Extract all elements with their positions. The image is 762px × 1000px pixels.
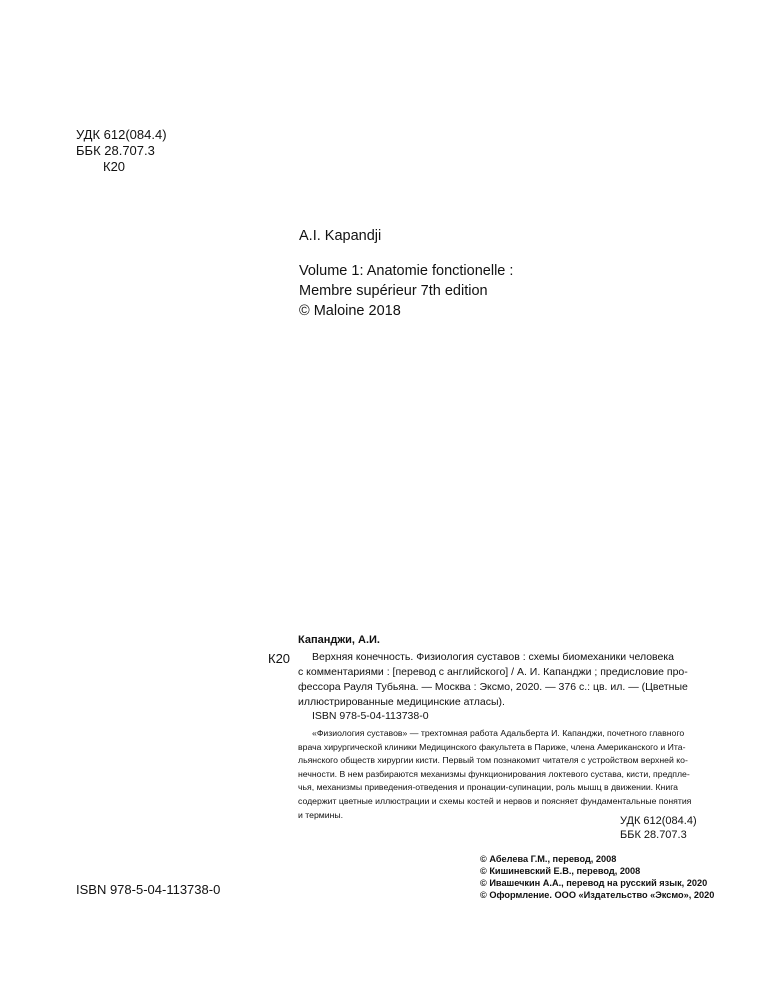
copyright-line: © Абелева Г.М., перевод, 2008 [480,854,617,864]
classification-block [76,127,167,175]
annotation-line: врача хирургической клиники Медицинского факультета в Париже, члена Американского и Ита- [298,741,686,752]
catalog-line: фессора Рауля Тубьяна. — Москва : Эксмо, 2020. — 376 с.: цв. ил. — (Цветные [298,681,688,693]
original-title-line: Membre supérieur 7th edition [299,283,488,299]
copyright-line: © Оформление. ООО «Издательство «Эксмо», 2020 [480,890,715,900]
original-title-line: Volume 1: Anatomie fonctionelle : [299,263,514,279]
annotation-line: льянского обществ хирургии кисти. Первый том познакомит читателя с устройством верхней ко- [298,755,688,766]
bottom-isbn: ISBN 978-5-04-113738-0 [76,882,221,897]
udk-code: УДК 612(084.4) [76,127,167,142]
author-mark: К20 [103,159,126,174]
copyright-line: © Ивашечкин А.А., перевод на русский язык, 2020 [480,878,708,888]
bbk-code: ББК 28.707.3 [76,143,155,158]
original-author: A.I. Kapandji [299,228,382,244]
catalog-description [298,650,688,710]
catalog-line: Верхняя конечность. Физиология суставов : схемы биомеханики человека [312,651,674,663]
catalog-bbk: ББК 28.707.3 [620,829,687,841]
annotation-line: и термины. [298,809,344,820]
copyright-list [480,853,714,901]
catalog-author-heading: Капанджи, А.И. [298,634,380,646]
original-copyright: © Maloine 2018 [299,303,401,319]
annotation-line: содержит цветные иллюстрации и схемы костей и нервов и поясняет фундаментальные понятия [298,795,692,806]
annotation-line: нечности. В нем разбираются механизмы функционирования локтевого сустава, кисти, предпле- [298,768,690,779]
original-edition-block [299,226,513,321]
annotation-line: «Физиология суставов» — трехтомная работа Адальберта И. Капанджи, почетного главного [312,728,685,738]
catalog-line: иллюстрированные медицинские атласы). [298,696,505,708]
copyright-line: © Кишиневский Е.В., перевод, 2008 [480,866,641,876]
catalog-classification [620,814,697,842]
annotation [298,727,691,822]
catalog-line: с комментариями : [перевод с английского] / А. И. Капанджи ; предисловие про- [298,666,688,678]
catalog-author-mark: К20 [268,651,291,666]
annotation-line: чья, механизмы приведения-отведения и пронации-супинации, роль мышц в движении. Книга [298,782,679,793]
catalog-isbn: ISBN 978-5-04-113738-0 [312,710,429,722]
catalog-udk: УДК 612(084.4) [620,815,697,827]
